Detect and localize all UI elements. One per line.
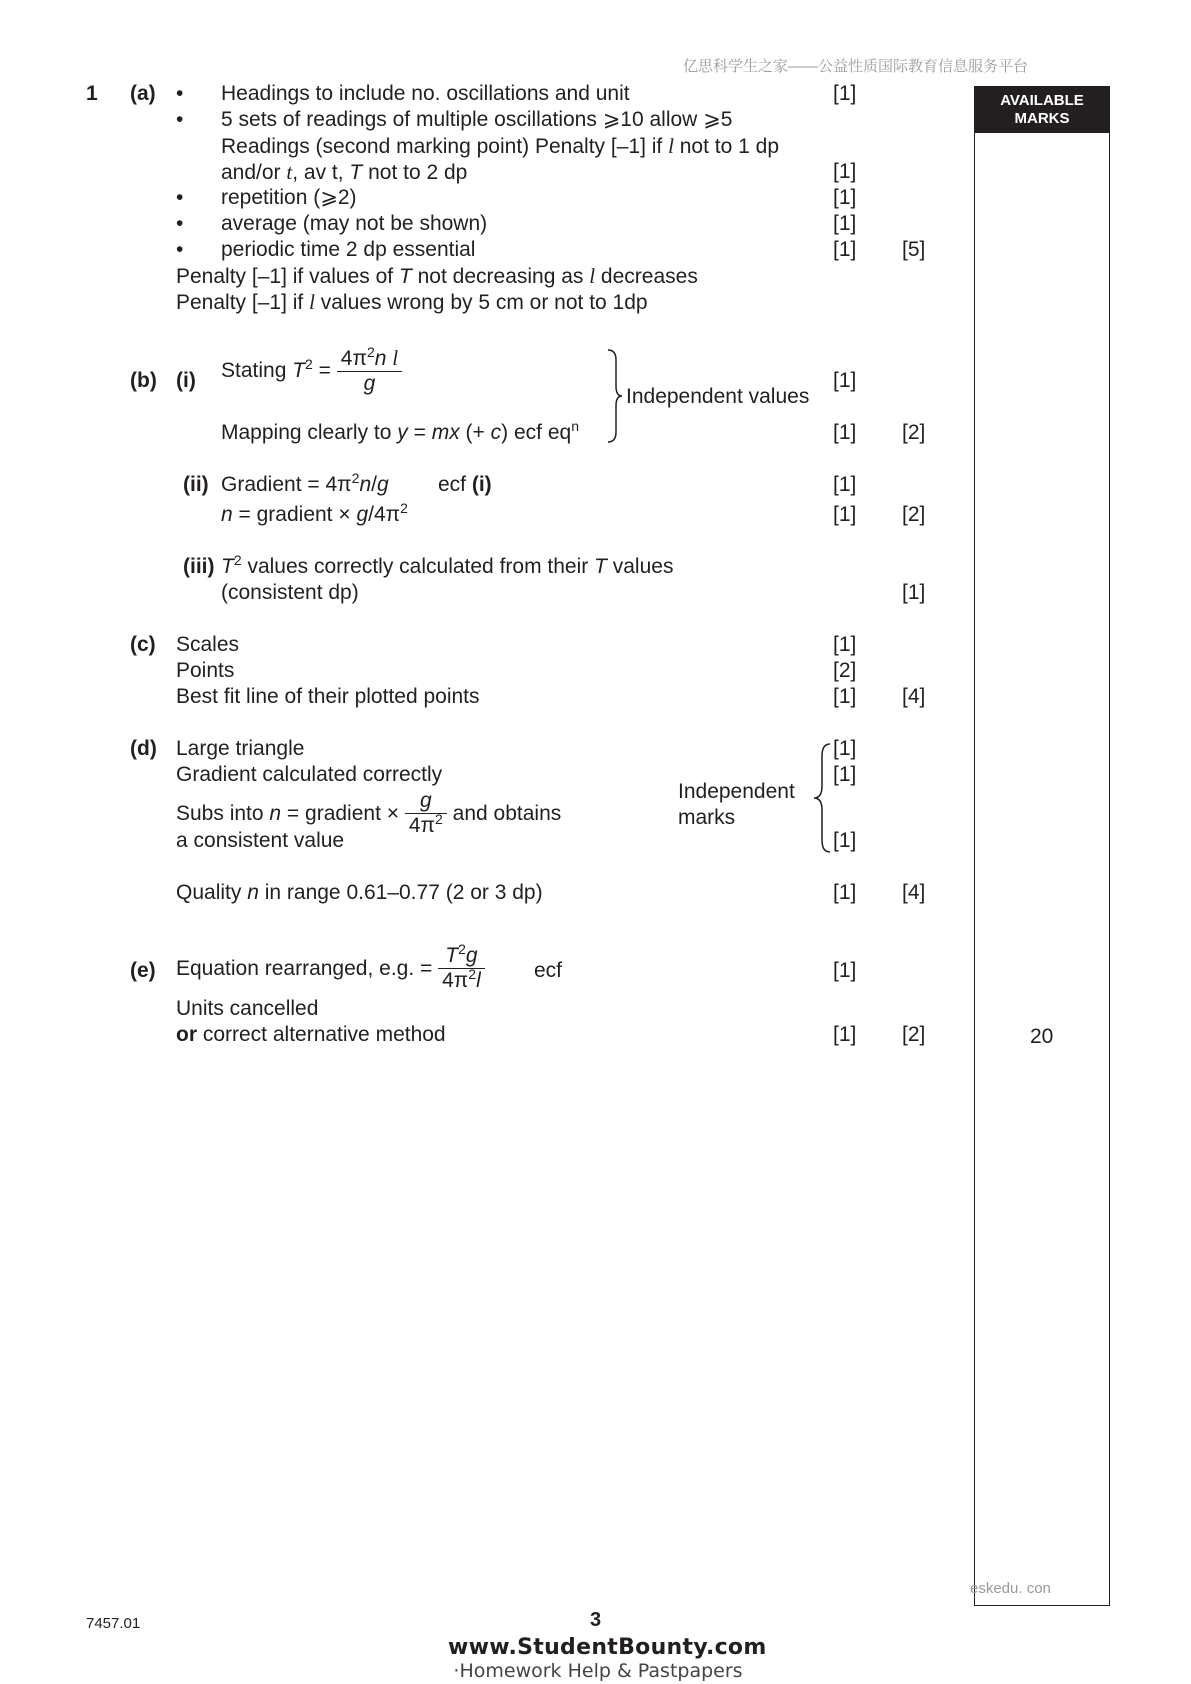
available-marks-header — [975, 87, 1109, 133]
available-marks-column — [974, 86, 1110, 1606]
a-line-6: average (may not be shown) — [221, 212, 488, 235]
part-total: [2] — [902, 421, 926, 444]
d-line-1: Large triangle — [176, 737, 305, 760]
paper-code: 7457.01 — [86, 1615, 141, 1632]
fraction: $\frac{4\pi^2n l}{g}$ — [337, 346, 402, 396]
a-penalty-2: Penalty [–1] if l values wrong by 5 cm or not to 1dp — [176, 290, 648, 314]
mark: [1] — [833, 763, 857, 786]
a-line-4: and/or t, av t, T not to 2 dp — [221, 160, 468, 184]
bullet: • — [176, 82, 184, 105]
b-iii-line-1: $T^2$ values correctly calculated from their T values — [221, 552, 674, 578]
mark: [1] — [833, 473, 857, 496]
site-watermark: eskedu. con — [970, 1580, 1051, 1597]
mark: [1] — [833, 633, 857, 656]
mark: [1] — [833, 160, 857, 183]
mark: [1] — [833, 503, 857, 526]
part-total: [4] — [902, 685, 926, 708]
bullet: • — [176, 212, 184, 235]
part-b-label: (b) — [130, 369, 157, 392]
mark: [2] — [833, 659, 857, 682]
d-line-3: Subs into n = gradient × $\frac{g}{4\pi^2}$ and obtains — [176, 789, 562, 837]
e-line-2: Units cancelled — [176, 997, 319, 1020]
a-line-7: periodic time 2 dp essential — [221, 238, 476, 261]
bullet: • — [176, 186, 184, 209]
part-a-label: (a) — [130, 82, 156, 105]
independent-values-note: Independent values — [626, 385, 810, 408]
b-i-mapping: Mapping clearly to y = mx (+ c) ecf $eq^n$ — [221, 418, 579, 444]
sub-iii-label: (iii) — [183, 555, 215, 578]
mark: [1] — [833, 238, 857, 261]
independent-marks-note: Independent marks — [678, 780, 795, 829]
bullet: • — [176, 238, 184, 261]
mark: [1] — [833, 737, 857, 760]
mark: [1] — [833, 1023, 857, 1046]
part-total: [2] — [902, 503, 926, 526]
mark: [1] — [833, 369, 857, 392]
part-total: [1] — [902, 581, 926, 604]
d-line-4: a consistent value — [176, 829, 345, 852]
mark: [1] — [833, 82, 857, 105]
e-ecf: ecf — [534, 959, 563, 982]
part-e-label: (e) — [130, 959, 156, 982]
part-total: [4] — [902, 881, 926, 904]
a-line-2: 5 sets of readings of multiple oscillations ⩾10 allow ⩾5 — [221, 108, 733, 131]
e-line-1: Equation rearranged, e.g. = $\frac{T^2g}{4\pi^2l}$ — [176, 944, 485, 993]
header-watermark: 亿思科学生之家——公益性质国际教育信息服务平台 — [683, 58, 1029, 75]
mark: [1] — [833, 881, 857, 904]
b-i-equation: Stating $T^2$ = $\frac{4\pi^2n l}{g}$ — [221, 346, 402, 396]
c-line-3: Best fit line of their plotted points — [176, 685, 480, 708]
c-line-2: Points — [176, 659, 235, 682]
b-ii-line-2: n = gradient × $g/4\pi^2$ — [221, 500, 408, 526]
page-number: 3 — [590, 1609, 602, 1631]
mark: [1] — [833, 421, 857, 444]
e-line-3: or correct alternative method — [176, 1023, 446, 1046]
available-marks-title-2: MARKS — [1014, 110, 1070, 127]
b-ii-ecf: ecf (i) — [438, 473, 492, 496]
a-line-5: repetition (⩾2) — [221, 186, 357, 209]
mark: [1] — [833, 959, 857, 982]
available-marks-total: 20 — [1030, 1025, 1054, 1048]
a-line-1: Headings to include no. oscillations and unit — [221, 82, 630, 105]
part-total: [5] — [902, 238, 926, 261]
part-c-label: (c) — [130, 633, 156, 656]
b-iii-line-2: (consistent dp) — [221, 581, 359, 604]
mark: [1] — [833, 829, 857, 852]
studentbounty-logo: www.StudentBounty.com ·Homework Help & Pastpapers — [448, 1635, 767, 1682]
bullet: • — [176, 108, 184, 131]
sub-ii-label: (ii) — [183, 473, 209, 496]
mark: [1] — [833, 212, 857, 235]
c-line-1: Scales — [176, 633, 240, 656]
fraction: $\frac{T^2g}{4\pi^2l}$ — [438, 944, 485, 993]
b-ii-line-1: Gradient = $4\pi^2n/g$ — [221, 470, 389, 496]
d-line-2: Gradient calculated correctly — [176, 763, 443, 786]
d-line-5: Quality n in range 0.61–0.77 (2 or 3 dp) — [176, 881, 543, 904]
left-brace-icon — [810, 742, 832, 854]
question-number: 1 — [86, 82, 98, 105]
right-brace-icon — [606, 348, 624, 444]
mark: [1] — [833, 186, 857, 209]
sub-i-label: (i) — [176, 369, 196, 392]
part-total: [2] — [902, 1023, 926, 1046]
fraction: $\frac{g}{4\pi^2}$ — [405, 789, 447, 838]
a-line-3: Readings (second marking point) Penalty [–1] if l not to 1 dp — [221, 134, 780, 158]
part-d-label: (d) — [130, 737, 157, 760]
available-marks-title-1: AVAILABLE — [1000, 92, 1084, 109]
mark: [1] — [833, 685, 857, 708]
a-penalty-1: Penalty [–1] if values of T not decreasing as l decreases — [176, 264, 698, 288]
